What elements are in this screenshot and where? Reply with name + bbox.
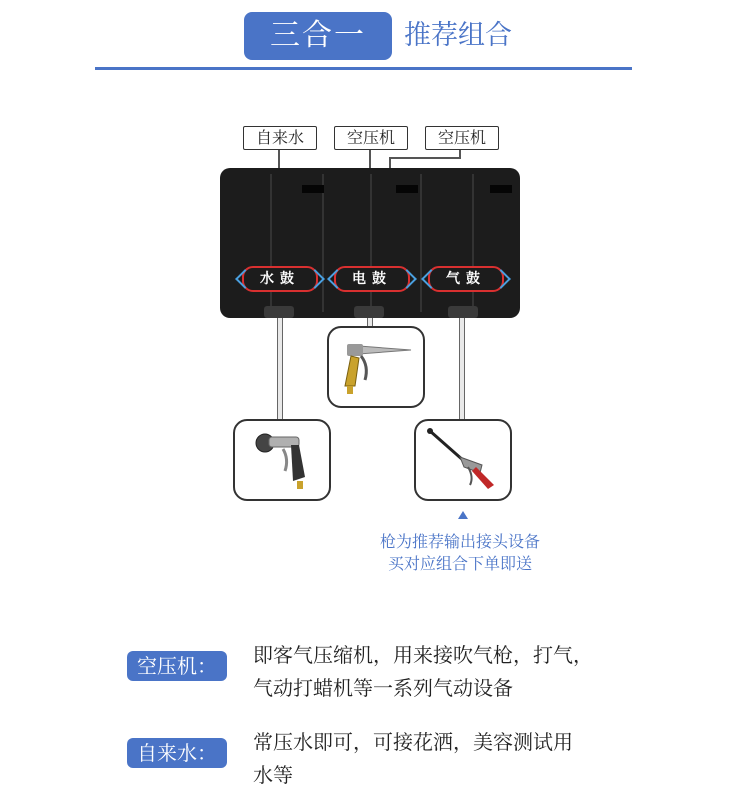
source-label-compressor-2: 空压机 — [425, 126, 499, 150]
metal-spray-gun-icon — [329, 328, 423, 406]
drum-badge-water: 水鼓 — [242, 266, 318, 292]
module-divider — [420, 174, 422, 312]
subtitle: 推荐组合 — [404, 20, 512, 51]
drum-badge-air: 气鼓 — [428, 266, 504, 292]
drum-outlet — [354, 306, 384, 318]
drum-outlet — [264, 306, 294, 318]
desc-compressor-line-2: 气动打蜡机等一系列气动设备 — [253, 676, 513, 700]
water-hose — [277, 318, 283, 420]
tool-box-air-blow-gun — [414, 419, 512, 501]
desc-tag-water: 自来水： — [127, 738, 227, 768]
source-label-compressor-1: 空压机 — [334, 126, 408, 150]
spray-nozzle-gun-icon — [235, 421, 329, 499]
vent — [490, 185, 512, 193]
vent — [396, 185, 418, 193]
air-blow-gun-icon — [416, 421, 510, 499]
vent — [302, 185, 324, 193]
desc-tag-compressor: 空压机： — [127, 651, 227, 681]
module-divider — [322, 174, 324, 312]
source-label-water: 自来水 — [243, 126, 317, 150]
desc-compressor-line-1: 即客气压缩机，用来接吹气枪，打气， — [253, 643, 593, 667]
desc-water-line-1: 常压水即可，可接花洒，美容测试用 — [253, 730, 573, 754]
note-arrow-icon — [458, 511, 468, 519]
drum-outlet — [448, 306, 478, 318]
desc-water-line-2: 水等 — [253, 763, 293, 787]
air-hose — [459, 318, 465, 420]
hose-reel-machine — [220, 168, 520, 318]
tool-box-spray-nozzle — [233, 419, 331, 501]
note-line-1: 枪为推荐输出接头设备 — [379, 532, 540, 551]
note-line-2: 买对应组合下单即送 — [387, 554, 532, 573]
tool-box-metal-gun — [327, 326, 425, 408]
title-pill: 三合一 — [244, 12, 392, 60]
header-rule — [95, 67, 632, 70]
drum-badge-electric: 电鼓 — [334, 266, 410, 292]
